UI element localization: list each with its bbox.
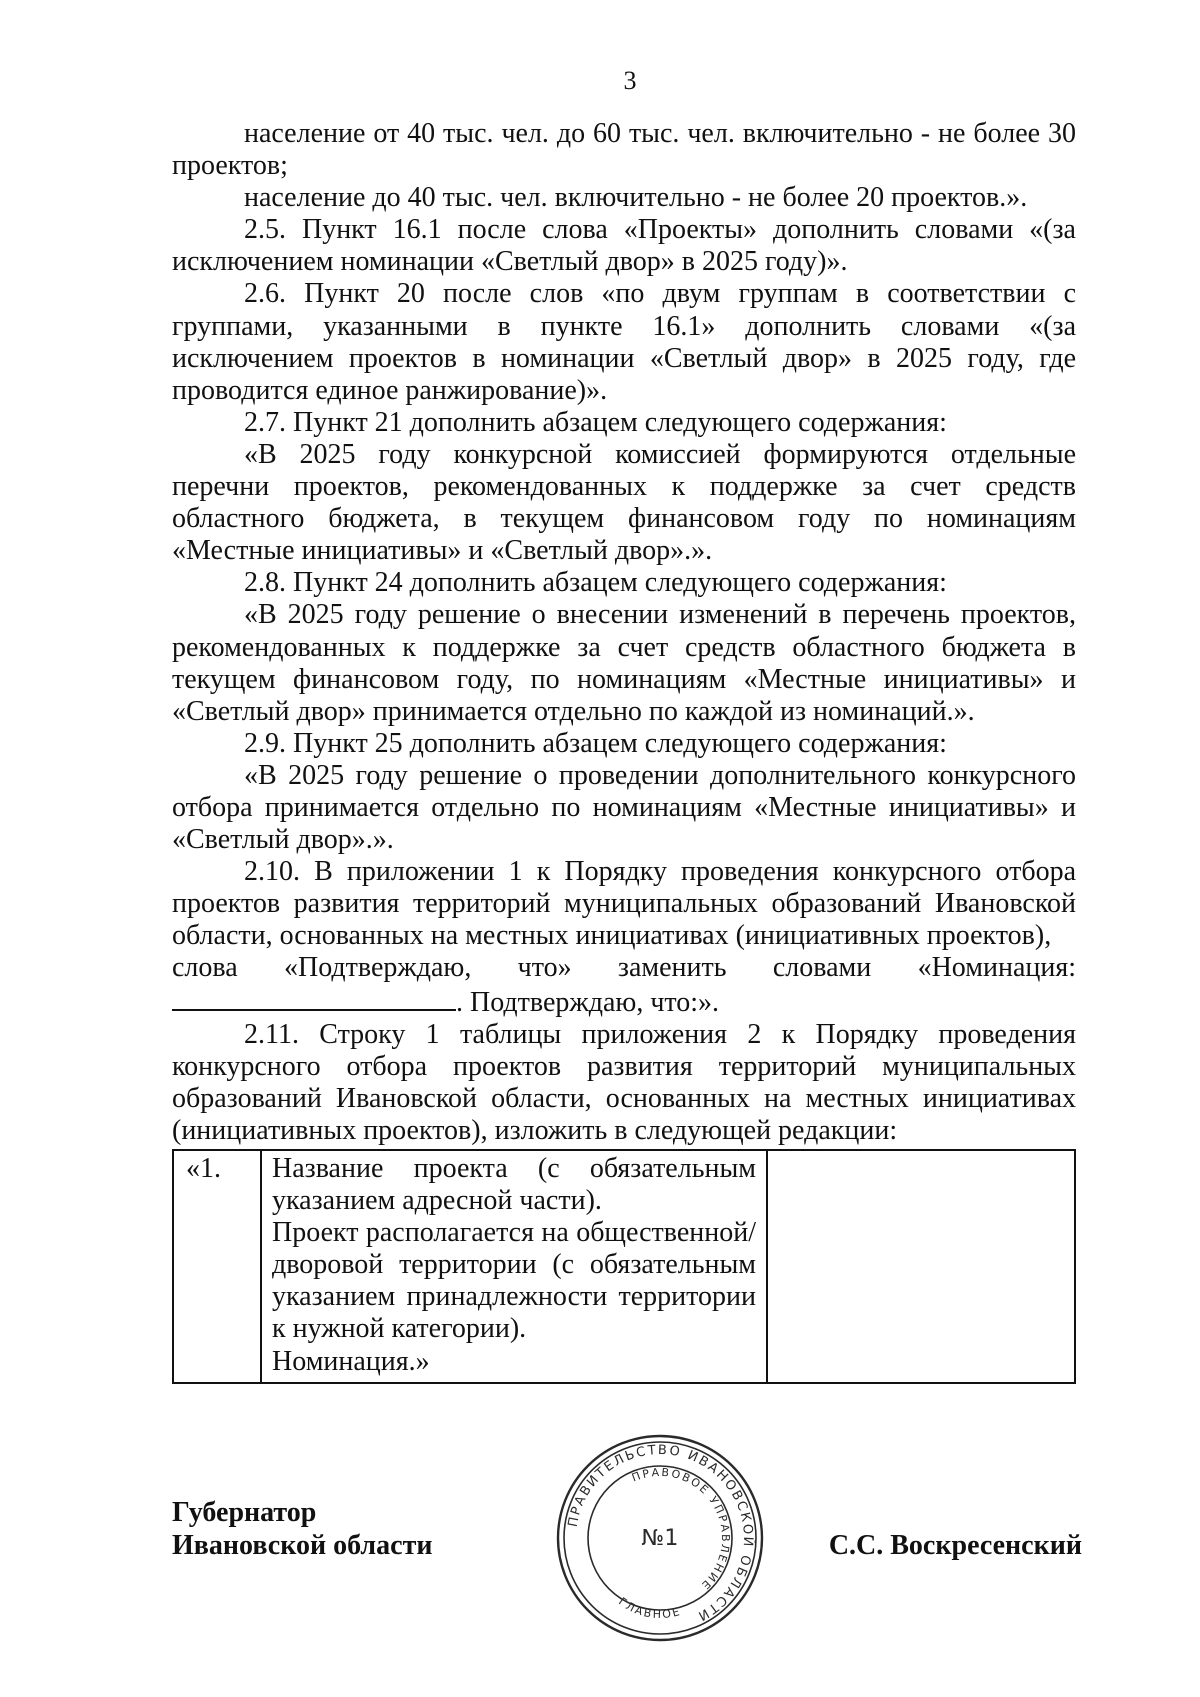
signer-name: С.С. Воскресенский [828,1530,1082,1561]
page-number: 3 [623,66,637,95]
table-cell-empty [767,1150,1075,1383]
paragraph-2-10-tail-text: . Подтверждаю, что:». [456,986,720,1018]
paragraph-2-10 [172,856,1076,952]
signature-title-line-1: Губернатор [172,1497,317,1528]
cell-line-nomination: Номинация.» [272,1345,430,1377]
stamp-outer-text: ПРАВИТЕЛЬСТВО ИВАНОВСКОЙ ОБЛАСТИ [565,1442,756,1624]
paragraph-2-10-tail [172,985,1076,1019]
table-cell-number: «1. [173,1150,261,1383]
paragraph-2-7-quote: «В 2025 году конкурсной комиссией формируются отдельные перечни проектов, рекомендованных к поддержке за счет средств областного бюджета, в текущем финансовом году по номинациям «Местные инициативы» и «Светлый двор».». [172,438,1076,567]
stamp-lower-text: ГЛАВНОЕ [616,1594,683,1622]
paragraph-2-6: 2.6. Пункт 20 после слов «по двум группам в соответствии с группами, указанными в пункте 16.1» дополнить словами «(за исключением проектов в номинации «Светлый двор» в 2025 году, где проводится единое ранжирование)». [172,278,1076,406]
cell-line-territory: Проект располагается на общественной/ дворовой территории (с обязательным указанием принадлежности территории к нужной категории). [272,1217,756,1345]
paragraph-2-9-quote: «В 2025 году решение о проведении дополнительного конкурсного отбора принимается отдельно по номинациям «Местные инициативы» и «Светлый двор».». [172,759,1076,856]
document-body [172,118,1076,1384]
paragraph-population-below-40: население до 40 тыс. чел. включительно - не более 20 проектов.». [244,182,1028,214]
blank-fill-line [172,985,456,1011]
cell-line-project-name: Название проекта (с обязательным указанием адресной части). [272,1153,756,1217]
stamp-inner-text: ПРАВОВОЕ УПРАВЛЕНИЕ [630,1465,733,1593]
stamp-center-number: №1 [641,1526,679,1551]
stamp-icon [554,1432,766,1644]
paragraph-2-9: 2.9. Пункт 25 дополнить абзацем следующего содержания: [244,727,947,759]
table-cell-description [261,1150,767,1383]
paragraph-2-7: 2.7. Пункт 21 дополнить абзацем следующего содержания: [244,406,947,438]
paragraph-2-8: 2.8. Пункт 24 дополнить абзацем следующего содержания: [244,567,947,599]
signature-title-line-2: Ивановской области [172,1530,433,1561]
paragraph-2-10-text: 2.10. В приложении 1 к Порядку проведения конкурсного отбора проектов развития территорий муниципальных образований Ивановской области, основанных на местных инициативах (инициативных проектов), [172,856,1076,952]
table-row [173,1150,1075,1383]
paragraph-2-10-replacement: слова «Подтверждаю, что» заменить словами «Номинация: [172,952,1076,984]
signature-title [172,1496,432,1562]
svg-text:ГЛАВНОЕ [616,1595,683,1621]
paragraph-2-8-quote: «В 2025 году решение о внесении изменений в перечень проектов, рекомендованных к поддержке за счет средств областного бюджета в текущем финансовом году, по номинациям «Местные инициативы» и «Светлый двор» принимается отдельно по каждой из номинаций.». [172,599,1076,727]
paragraph-2-5: 2.5. Пункт 16.1 после слова «Проекты» дополнить словами «(за исключением номинации «Светлый двор» в 2025 году)». [172,214,1076,278]
paragraph-2-11: 2.11. Строку 1 таблицы приложения 2 к Порядку проведения конкурсного отбора проектов развития территорий муниципальных образований Ивановской области, основанных на местных инициативах (инициативных проектов), изложить в следующей редакции: [172,1018,1076,1146]
paragraph-2-10-last-line [172,952,1076,984]
paragraph-population-40-60: население от 40 тыс. чел. до 60 тыс. чел. включительно - не более 30 проектов; [172,118,1076,182]
official-stamp [554,1432,766,1644]
replacement-table [172,1149,1076,1384]
